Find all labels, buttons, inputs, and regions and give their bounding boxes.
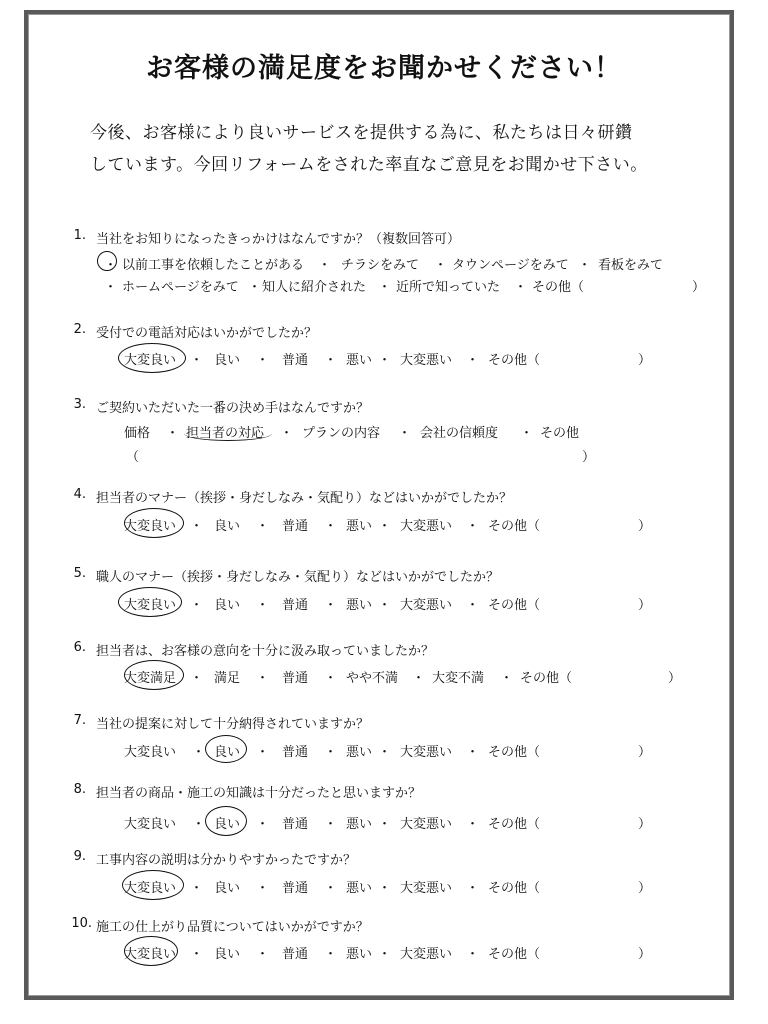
option-good[interactable]: 良い	[214, 519, 241, 534]
option-staff-response[interactable]: 担当者の対応	[186, 426, 265, 441]
separator: ・	[466, 817, 480, 832]
option-somewhat-dissatisfied[interactable]: やや不満	[346, 671, 399, 686]
close-paren: ）	[638, 519, 652, 534]
separator: ・	[466, 598, 480, 613]
open-paren: （	[126, 450, 140, 465]
question-number: 7.	[73, 713, 86, 728]
option-very-bad[interactable]: 大変悪い	[400, 745, 453, 760]
option-very-bad[interactable]: 大変悪い	[400, 817, 453, 832]
option-very-good[interactable]: 大変良い	[124, 817, 177, 832]
separator: ・	[324, 519, 338, 534]
separator: ・	[104, 280, 118, 295]
close-paren: ）	[668, 671, 682, 686]
question-text: 施工の仕上がり品質についてはいかがですか？	[96, 920, 369, 935]
option-average[interactable]: 普通	[282, 745, 309, 760]
question-number: 2.	[73, 322, 86, 337]
question-number: 6.	[73, 640, 86, 655]
question-text: 担当者の商品・施工の知識は十分だったと思いますか？	[96, 786, 422, 801]
option-other[interactable]: その他（	[532, 280, 585, 295]
option-good[interactable]: 良い	[214, 881, 241, 896]
separator: ・	[256, 817, 270, 832]
separator: ・	[256, 598, 270, 613]
separator: ・	[398, 426, 412, 441]
separator: ・	[466, 881, 480, 896]
question-number: 5.	[73, 566, 86, 581]
separator: ・	[256, 881, 270, 896]
option-average[interactable]: 普通	[282, 353, 309, 368]
close-paren: ）	[582, 450, 596, 465]
option-good[interactable]: 良い	[214, 598, 241, 613]
separator: ・	[256, 671, 270, 686]
option-previous-work[interactable]: 以前工事を依頼したことがある	[122, 258, 305, 273]
option-homepage[interactable]: ホームページをみて	[122, 280, 239, 295]
option-very-bad[interactable]: 大変悪い	[400, 881, 453, 896]
separator: ・	[256, 353, 270, 368]
option-other[interactable]: その他（	[520, 671, 573, 686]
separator: ・	[192, 817, 206, 832]
option-flyer[interactable]: チラシをみて	[341, 258, 420, 273]
question-text: 担当者は、お客様の意向を十分に汲み取っていましたか？	[96, 644, 435, 659]
close-paren: ）	[638, 598, 652, 613]
separator: ・	[190, 598, 204, 613]
separator: ・	[190, 353, 204, 368]
separator: ・	[104, 258, 118, 273]
option-other[interactable]: その他（	[488, 519, 541, 534]
question-text: 当社をお知りになったきっかけはなんですか？（複数回答可）	[96, 232, 461, 247]
close-paren: ）	[692, 280, 706, 295]
option-average[interactable]: 普通	[282, 671, 309, 686]
option-neighborhood[interactable]: 近所で知っていた	[396, 280, 501, 295]
option-very-satisfied[interactable]: 大変満足	[124, 671, 177, 686]
option-very-dissatisfied[interactable]: 大変不満	[432, 671, 485, 686]
option-very-good[interactable]: 大変良い	[124, 353, 177, 368]
option-good[interactable]: 良い	[214, 817, 241, 832]
separator: ・	[514, 280, 528, 295]
separator: ・	[256, 745, 270, 760]
option-very-good[interactable]: 大変良い	[124, 947, 177, 962]
separator: ・	[324, 881, 338, 896]
separator: ・	[190, 671, 204, 686]
option-other[interactable]: その他（	[488, 881, 541, 896]
option-good[interactable]: 良い	[214, 947, 241, 962]
separator: ・	[256, 947, 270, 962]
option-other[interactable]: その他（	[488, 598, 541, 613]
option-very-bad[interactable]: 大変悪い	[400, 519, 453, 534]
question-number: 1.	[73, 228, 86, 243]
question-text: 工事内容の説明は分かりやすかったですか？	[96, 853, 357, 868]
option-very-good[interactable]: 大変良い	[124, 881, 177, 896]
separator: ・	[318, 258, 332, 273]
separator: ・	[378, 745, 392, 760]
question-text: 当社の提案に対して十分納得されていますか？	[96, 717, 370, 732]
option-price[interactable]: 価格	[124, 426, 151, 441]
separator: ・	[466, 745, 480, 760]
separator: ・	[324, 947, 338, 962]
question-number: 3.	[73, 397, 86, 412]
option-average[interactable]: 普通	[282, 519, 309, 534]
separator: ・	[412, 671, 426, 686]
intro-line-1: 今後、お客様により良いサービスを提供する為に、私たちは日々研鑽	[90, 123, 633, 143]
question-number: 9.	[73, 849, 86, 864]
option-signboard[interactable]: 看板をみて	[598, 258, 664, 273]
separator: ・	[378, 817, 392, 832]
separator: ・	[466, 353, 480, 368]
option-average[interactable]: 普通	[282, 598, 309, 613]
separator: ・	[190, 947, 204, 962]
separator: ・	[190, 519, 204, 534]
option-average[interactable]: 普通	[282, 881, 309, 896]
option-very-bad[interactable]: 大変悪い	[400, 353, 453, 368]
separator: ・	[378, 519, 392, 534]
separator: ・	[190, 881, 204, 896]
option-very-good[interactable]: 大変良い	[124, 598, 177, 613]
option-bad[interactable]: 悪い	[346, 947, 373, 962]
option-good[interactable]: 良い	[214, 745, 241, 760]
option-other[interactable]: その他	[540, 426, 580, 441]
option-average[interactable]: 普通	[282, 947, 309, 962]
option-bad[interactable]: 悪い	[346, 745, 373, 760]
question-text: 受付での電話対応はいかがでしたか？	[96, 326, 318, 341]
separator: ・	[248, 280, 262, 295]
separator: ・	[466, 947, 480, 962]
separator: ・	[378, 353, 392, 368]
page-title: お客様の満足度をお聞かせください！	[146, 53, 622, 84]
option-bad[interactable]: 悪い	[346, 353, 373, 368]
separator: ・	[324, 745, 338, 760]
separator: ・	[378, 947, 392, 962]
option-average[interactable]: 普通	[282, 817, 309, 832]
option-plan-content[interactable]: プランの内容	[302, 426, 381, 441]
separator: ・	[256, 519, 270, 534]
question-number: 4.	[73, 487, 86, 502]
separator: ・	[378, 598, 392, 613]
option-bad[interactable]: 悪い	[346, 598, 373, 613]
option-company-trust[interactable]: 会社の信頼度	[420, 426, 499, 441]
question-number: 8.	[73, 782, 86, 797]
option-bad[interactable]: 悪い	[346, 519, 373, 534]
option-good[interactable]: 良い	[214, 353, 241, 368]
option-other[interactable]: その他（	[488, 947, 541, 962]
question-text: 担当者のマナー（挨拶・身だしなみ・気配り）などはいかがでしたか？	[96, 491, 513, 506]
option-other[interactable]: その他（	[488, 817, 541, 832]
option-bad[interactable]: 悪い	[346, 881, 373, 896]
close-paren: ）	[638, 881, 652, 896]
option-very-good[interactable]: 大変良い	[124, 519, 177, 534]
option-bad[interactable]: 悪い	[346, 817, 373, 832]
separator: ・	[578, 258, 592, 273]
separator: ・	[500, 671, 514, 686]
separator: ・	[520, 426, 534, 441]
option-other[interactable]: その他（	[488, 353, 541, 368]
separator: ・	[324, 671, 338, 686]
separator: ・	[378, 280, 392, 295]
option-very-good[interactable]: 大変良い	[124, 745, 177, 760]
separator: ・	[324, 598, 338, 613]
intro-line-2: しています。今回リフォームをされた率直なご意見をお聞かせ下さい。	[90, 155, 648, 175]
option-very-bad[interactable]: 大変悪い	[400, 947, 453, 962]
option-referral[interactable]: 知人に紹介された	[262, 280, 367, 295]
question-text: 職人のマナー（挨拶・身だしなみ・気配り）などはいかがでしたか？	[96, 570, 500, 585]
separator: ・	[324, 353, 338, 368]
separator: ・	[378, 881, 392, 896]
option-town-page[interactable]: タウンページをみて	[452, 258, 569, 273]
separator: ・	[280, 426, 294, 441]
close-paren: ）	[638, 817, 652, 832]
separator: ・	[192, 745, 206, 760]
option-very-bad[interactable]: 大変悪い	[400, 598, 453, 613]
close-paren: ）	[638, 947, 652, 962]
separator: ・	[324, 817, 338, 832]
question-text: ご契約いただいた一番の決め手はなんですか？	[96, 401, 370, 416]
separator: ・	[166, 426, 180, 441]
separator: ・	[466, 519, 480, 534]
close-paren: ）	[638, 353, 652, 368]
close-paren: ）	[638, 745, 652, 760]
option-satisfied[interactable]: 満足	[214, 671, 241, 686]
option-other[interactable]: その他（	[488, 745, 541, 760]
separator: ・	[434, 258, 448, 273]
question-number: 10.	[71, 916, 92, 931]
